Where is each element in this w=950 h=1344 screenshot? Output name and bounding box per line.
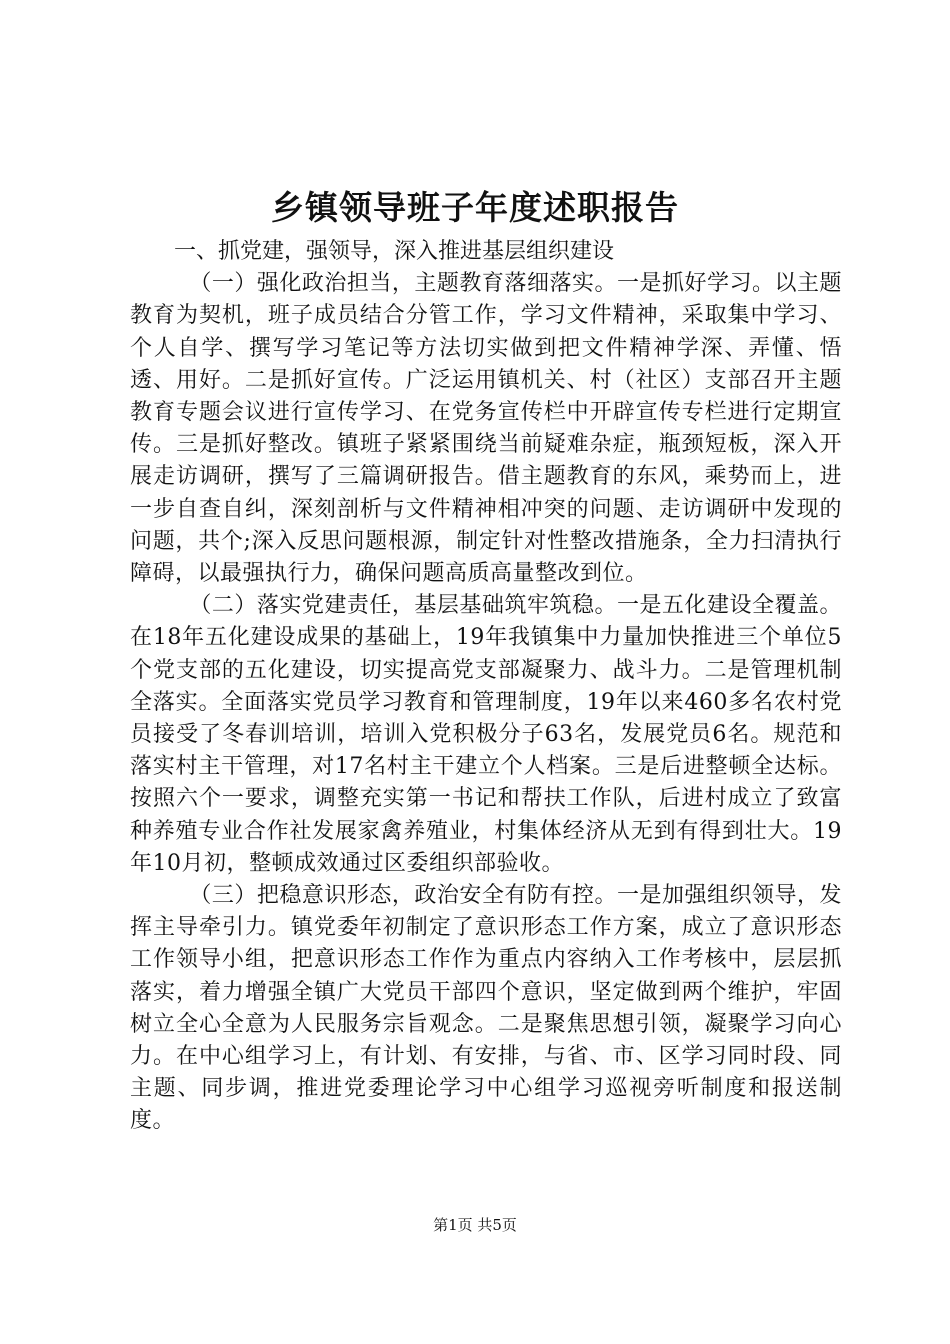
section-heading: 一、抓党建，强领导，深入推进基层组织建设 [174, 239, 615, 264]
page-number-footer: 第1页 共5页 [433, 1216, 517, 1234]
paragraph-2: （二）落实党建责任，基层基础筑牢筑稳。一是五化建设全覆盖。在18年五化建设成果的基础上，19年我镇集中力量加快推进三个单位5个党支部的五化建设，切实提高党支部凝聚力、战斗力。二是管理机制全落实。全面落实党员学习教育和管理制度，19年以来460多名农村党员接受了冬春训培训，培训入党积极分子63名，发展党员6名。规范和落实村主干管理，对17名村主干建立个人档案。三是后进整顿全达标。按照六个一要求，调整充实第一书记和帮扶工作队，后进村成立了致富种养殖专业合作社发展家禽养殖业，村集体经济从无到有得到壮大。19年10月初，整顿成效通过区委组织部验收。 [130, 593, 842, 876]
paragraph-1: （一）强化政治担当，主题教育落细落实。一是抓好学习。以主题教育为契机，班子成员结合分管工作，学习文件精神，采取集中学习、个人自学、撰写学习笔记等方法切实做到把文件精神学深、弄懂、悟透、用好。二是抓好宣传。广泛运用镇机关、村（社区）支部召开主题教育专题会议进行宣传学习、在党务宣传栏中开辟宣传专栏进行定期宣传。三是抓好整改。镇班子紧紧围绕当前疑难杂症，瓶颈短板，深入开展走访调研，撰写了三篇调研报告。借主题教育的东风，乘势而上，进一步自查自纠，深刻剖析与文件精神相冲突的问题、走访调研中发现的问题，共个;深入反思问题根源，制定针对性整改措施条，全力扫清执行障碍，以最强执行力，确保问题高质高量整改到位。 [130, 271, 842, 587]
document-body [130, 236, 842, 1138]
document-title: 乡镇领导班子年度述职报告 [271, 188, 679, 227]
paragraph-3: （三）把稳意识形态，政治安全有防有控。一是加强组织领导，发挥主导牵引力。镇党委年初制定了意识形态工作方案，成立了意识形态工作领导小组，把意识形态工作作为重点内容纳入工作考核中，层层抓落实，着力增强全镇广大党员干部四个意识，坚定做到两个维护，牢固树立全心全意为人民服务宗旨观念。二是聚焦思想引领，凝聚学习向心力。在中心组学习上，有计划、有安排，与省、市、区学习同时段、同主题、同步调，推进党委理论学习中心组学习巡视旁听制度和报送制度。 [130, 883, 842, 1134]
